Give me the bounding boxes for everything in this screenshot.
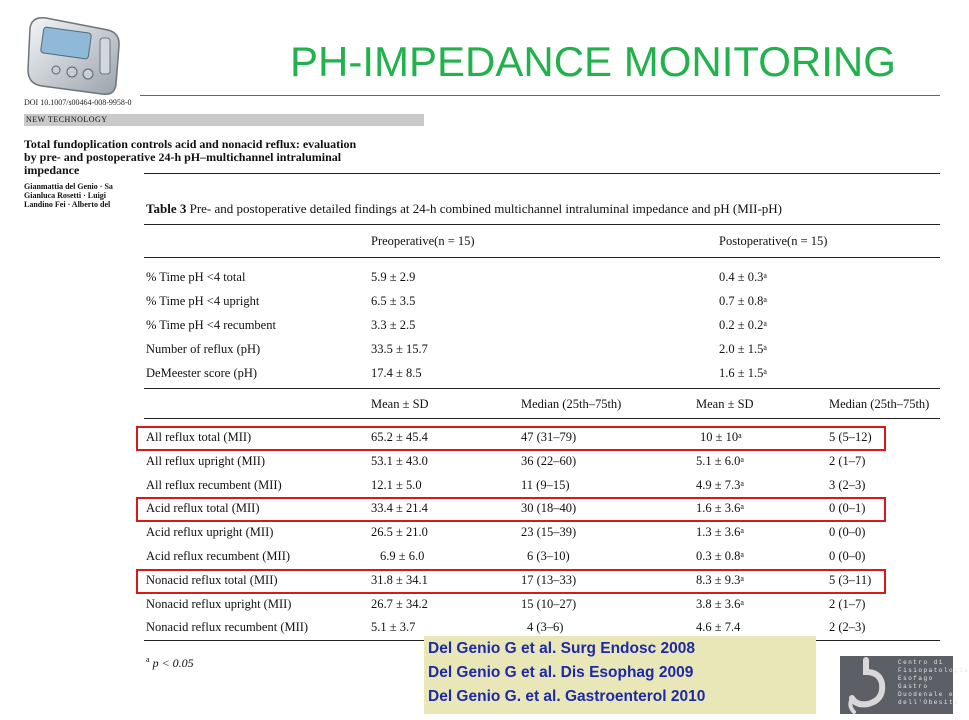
ph-row-label: % Time pH <4 recumbent bbox=[146, 318, 276, 332]
ph-section-rule bbox=[144, 388, 940, 389]
ph-row-post: 2.0 ± 1.5$^a$ bbox=[719, 342, 767, 356]
author-line: Landino Fei · Alberto del bbox=[24, 200, 111, 209]
mii-row-pre-mean: 12.1 ± 5.0 bbox=[371, 478, 422, 492]
mii-row-post-mean: 3.8 ± 3.6$^a$ bbox=[696, 597, 744, 611]
sub-header-pre-median: Median (25th–75th) bbox=[521, 397, 622, 411]
mii-row-label: Acid reflux total (MII) bbox=[146, 501, 260, 515]
mii-row-pre-mean: 65.2 ± 45.4 bbox=[371, 430, 428, 444]
group-header-rule bbox=[144, 257, 940, 258]
mii-row-label: Acid reflux recumbent (MII) bbox=[146, 549, 291, 563]
mii-row-pre-median: 15 (10–27) bbox=[521, 597, 577, 611]
ph-row-label: DeMeester score (pH) bbox=[146, 366, 258, 380]
mii-row-post-mean: 0.3 ± 0.8$^a$ bbox=[696, 549, 744, 563]
logo-text: Centro di Fisiopatologia Esofago Gastro Duodenale e dell'Obesità bbox=[898, 659, 969, 706]
table-top-rule bbox=[144, 173, 940, 174]
mii-row-post-median: 3 (2–3) bbox=[829, 478, 866, 492]
mii-row-post-median: 2 (1–7) bbox=[829, 454, 866, 468]
table-footnote: $^a$ p < 0.05 bbox=[146, 655, 194, 670]
mii-row-pre-median: 23 (15–39) bbox=[521, 525, 577, 539]
mii-row-pre-median: 36 (22–60) bbox=[521, 454, 577, 468]
mii-row-post-median: 5 (5–12) bbox=[829, 430, 872, 444]
mii-row-pre-median: 4 (3–6) bbox=[527, 620, 564, 634]
highlight-acid-reflux-total bbox=[136, 497, 886, 522]
table-label: Table 3 bbox=[146, 201, 187, 216]
mii-row-pre-median: 30 (18–40) bbox=[521, 501, 577, 515]
author-line: Gianmattia del Genio · Sa bbox=[24, 182, 113, 191]
mii-row-post-median: 0 (0–0) bbox=[829, 549, 866, 563]
ph-row-pre: 6.5 ± 3.5 bbox=[371, 294, 416, 308]
postoperative-header: Postoperative(n = 15) bbox=[719, 234, 828, 248]
mii-row-label: Nonacid reflux recumbent (MII) bbox=[146, 620, 309, 634]
mii-row-label: Nonacid reflux total (MII) bbox=[146, 573, 278, 587]
ph-row-pre: 17.4 ± 8.5 bbox=[371, 366, 422, 380]
caption-rule bbox=[144, 224, 940, 225]
mii-row-post-median: 5 (3–11) bbox=[829, 573, 872, 587]
ph-row-pre: 3.3 ± 2.5 bbox=[371, 318, 416, 332]
ph-row-pre: 33.5 ± 15.7 bbox=[371, 342, 428, 356]
ph-row-label: % Time pH <4 total bbox=[146, 270, 246, 284]
references-box bbox=[424, 636, 816, 714]
mii-row-post-median: 2 (1–7) bbox=[829, 597, 866, 611]
mii-row-post-median: 2 (2–3) bbox=[829, 620, 866, 634]
ph-monitor-device-image bbox=[20, 8, 132, 100]
reference-line: Del Genio G. et al. Gastroenterol 2010 bbox=[428, 688, 706, 705]
table-caption-text: Pre- and postoperative detailed findings at 24-h combined multichannel intraluminal impedance and pH (MII-pH) bbox=[189, 201, 783, 216]
mii-row-pre-median: 11 (9–15) bbox=[521, 478, 570, 492]
article-authors bbox=[24, 182, 134, 209]
mii-row-pre-mean: 5.1 ± 3.7 bbox=[371, 620, 416, 634]
mii-row-pre-mean: 31.8 ± 34.1 bbox=[371, 573, 428, 587]
mii-row-pre-mean: 6.9 ± 6.0 bbox=[380, 549, 425, 563]
ph-row-label: Number of reflux (pH) bbox=[146, 342, 261, 356]
mii-row-pre-mean: 26.5 ± 21.0 bbox=[371, 525, 428, 539]
ph-row-post: 0.7 ± 0.8$^a$ bbox=[719, 294, 767, 308]
mii-row-post-median: 0 (0–1) bbox=[829, 501, 866, 515]
article-title-line: Total fundoplication controls acid and nonacid reflux: evaluation bbox=[24, 137, 357, 151]
mii-row-pre-mean: 53.1 ± 43.0 bbox=[371, 454, 428, 468]
ph-row-post: 0.2 ± 0.2$^a$ bbox=[719, 318, 767, 332]
center-logo bbox=[840, 656, 969, 714]
sub-header-post-median: Median (25th–75th) bbox=[829, 397, 930, 411]
mii-row-post-mean: 1.6 ± 3.6$^a$ bbox=[696, 501, 744, 515]
article-title-line: impedance bbox=[24, 163, 80, 177]
stomach-icon bbox=[840, 656, 896, 714]
reference-line: Del Genio G et al. Surg Endosc 2008 bbox=[428, 640, 696, 657]
preoperative-header: Preoperative(n = 15) bbox=[371, 234, 475, 248]
mii-row-post-mean: 5.1 ± 6.0$^a$ bbox=[696, 454, 744, 468]
mii-row-label: All reflux total (MII) bbox=[146, 430, 252, 444]
mii-row-post-mean: 4.6 ± 7.4 bbox=[696, 620, 741, 634]
article-doi: DOI 10.1007/s00464-008-9958-0 bbox=[24, 98, 132, 107]
mii-row-label: Nonacid reflux upright (MII) bbox=[146, 597, 292, 611]
reference-line: Del Genio G et al. Dis Esophag 2009 bbox=[428, 664, 694, 681]
ph-row-label: % Time pH <4 upright bbox=[146, 294, 260, 308]
mii-row-pre-mean: 33.4 ± 21.4 bbox=[371, 501, 428, 515]
mii-row-pre-median: 17 (13–33) bbox=[521, 573, 577, 587]
article-section-band: NEW TECHNOLOGY bbox=[24, 114, 424, 126]
sub-header-pre-mean: Mean ± SD bbox=[371, 397, 429, 411]
ph-row-post: 0.4 ± 0.3$^a$ bbox=[719, 270, 767, 284]
sub-header-post-mean: Mean ± SD bbox=[696, 397, 754, 411]
mii-row-pre-mean: 26.7 ± 34.2 bbox=[371, 597, 428, 611]
mii-row-post-mean: 8.3 ± 9.3$^a$ bbox=[696, 573, 744, 587]
mii-row-post-median: 0 (0–0) bbox=[829, 525, 866, 539]
mii-row-label: All reflux upright (MII) bbox=[146, 454, 266, 468]
mii-row-pre-median: 6 (3–10) bbox=[527, 549, 570, 563]
author-line: Gianluca Rosetti · Luigi bbox=[24, 191, 107, 200]
slide-title: PH-IMPEDANCE MONITORING bbox=[290, 38, 896, 85]
ph-row-pre: 5.9 ± 2.9 bbox=[371, 270, 416, 284]
highlight-all-reflux-total bbox=[136, 426, 886, 451]
article-title bbox=[24, 138, 424, 177]
mii-row-pre-median: 47 (31–79) bbox=[521, 430, 577, 444]
mii-row-label: All reflux recumbent (MII) bbox=[146, 478, 282, 492]
article-title-line: by pre- and postoperative 24-h pH–multichannel intraluminal bbox=[24, 150, 342, 164]
mii-row-post-mean: 1.3 ± 3.6$^a$ bbox=[696, 525, 744, 539]
highlight-nonacid-reflux-total bbox=[136, 569, 886, 594]
title-divider bbox=[140, 95, 940, 96]
ph-row-post: 1.6 ± 1.5$^a$ bbox=[719, 366, 767, 380]
mii-row-post-mean: $10 \pm 10^a$ bbox=[700, 430, 742, 444]
mii-row-post-mean: 4.9 ± 7.3$^a$ bbox=[696, 478, 744, 492]
mii-row-label: Acid reflux upright (MII) bbox=[146, 525, 274, 539]
sub-header-rule bbox=[144, 418, 940, 419]
table-caption bbox=[146, 201, 782, 217]
